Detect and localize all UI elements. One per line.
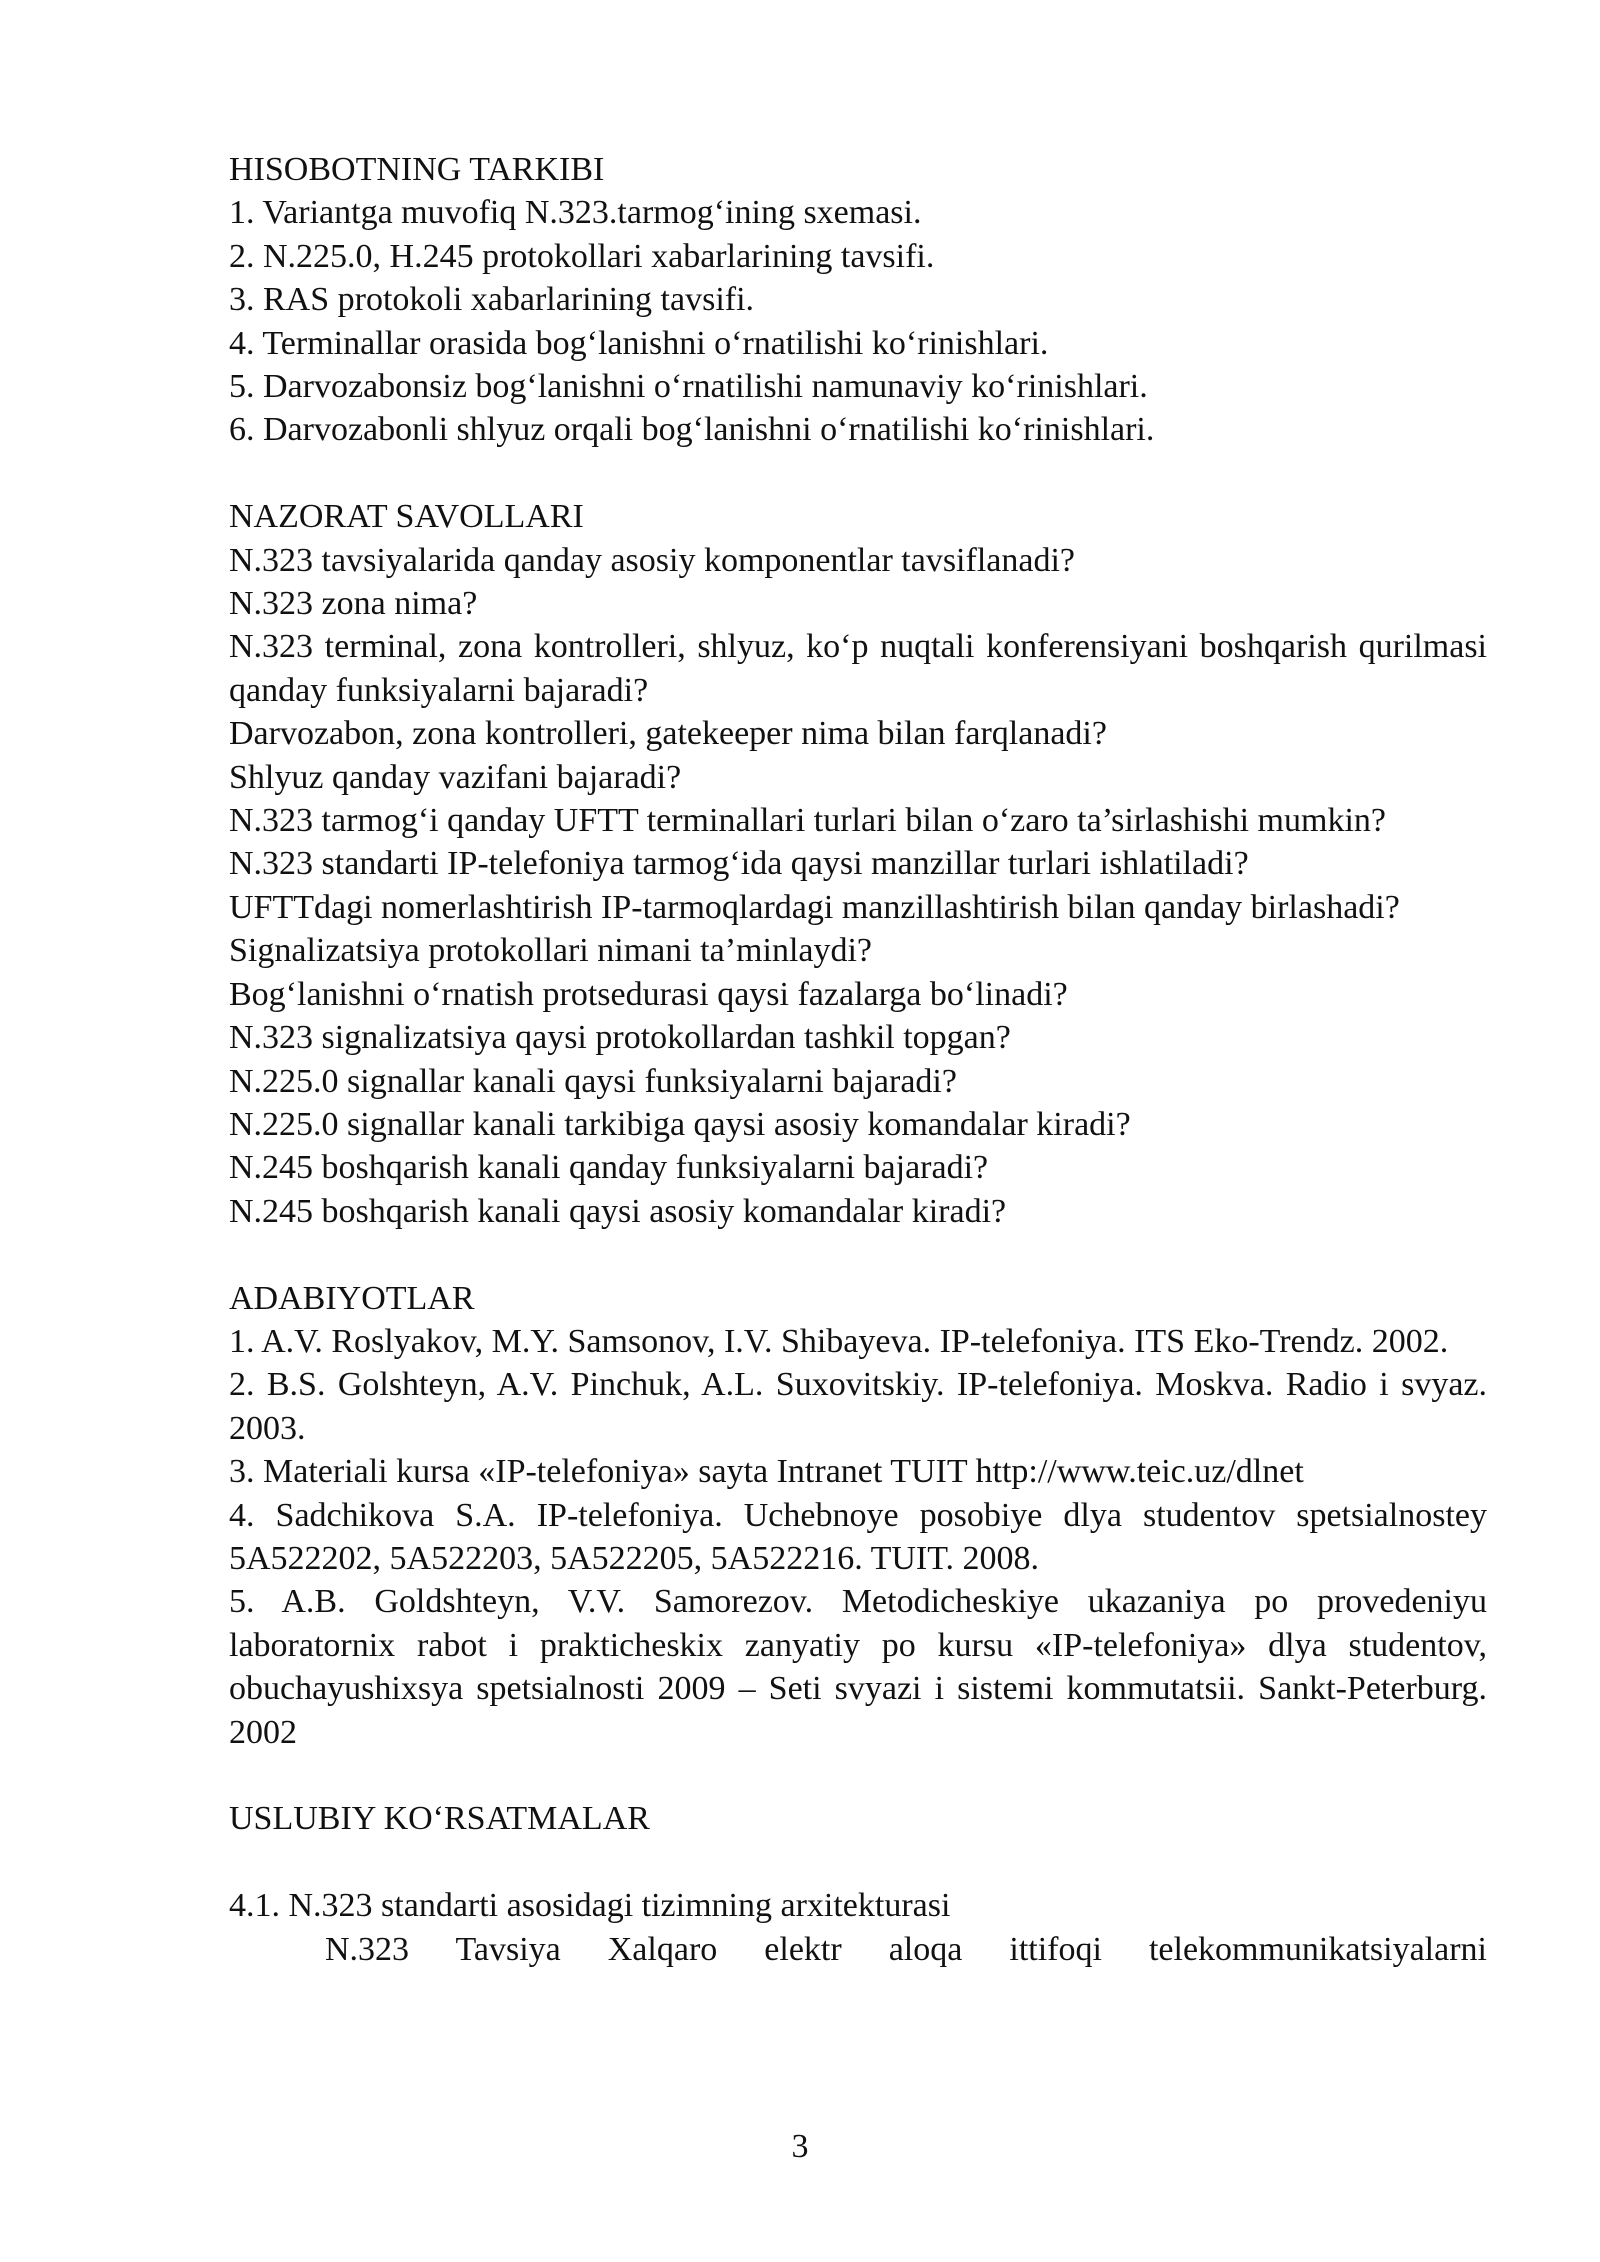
questions-heading: NAZORAT SAVOLLARI (229, 498, 584, 536)
literature-item-2: 2. B.S. Golshteyn, A.V. Pinchuk, A.L. Suxovitskiy. IP-telefoniya. Moskva. Radio i svyaz. 2003. (229, 1366, 1487, 1447)
page-number: 3 (791, 2128, 809, 2165)
question-5: Shlyuz qanday vazifani bajaradi? (229, 758, 682, 796)
section-gap (229, 1754, 1487, 1797)
report-item-4: 4. Terminallar orasida bog‘lanishni o‘rnatilishi ko‘rinishlari. (229, 324, 1049, 362)
literature-item-1: 1. A.V. Roslyakov, M.Y. Samsonov, I.V. Shibayeva. IP-telefoniya. ITS Eko-Trendz. 2002. (229, 1322, 1449, 1360)
question-12: N.225.0 signallar kanali qaysi funksiyalarni bajaradi? (229, 1062, 957, 1100)
report-item-6: 6. Darvozabonli shlyuz orqali bog‘lanishni o‘rnatilishi ko‘rinishlari. (229, 411, 1155, 449)
question-8: UFTTdagi nomerlashtirish IP-tarmoqlardagi manzillashtirish bilan qanday birlashadi? (229, 888, 1400, 926)
literature-item-5: 5. A.B. Goldshteyn, V.V. Samorezov. Metodicheskiye ukazaniya po provedeniyu laboratornix rabot i prakticheskix zanyatiy po kursu «IP-telefoniya» dlya studentov, obuchayushixsya spetsialnosti 2009 – Seti svyazi i sistemi kommutatsii. Sankt-Peterburg. 2002 (229, 1583, 1487, 1751)
section-gap (229, 452, 1487, 495)
question-13: N.225.0 signallar kanali tarkibiga qaysi asosiy komandalar kiradi? (229, 1105, 1131, 1143)
question-14: N.245 boshqarish kanali qanday funksiyalarni bajaradi? (229, 1149, 989, 1187)
question-7: N.323 standarti IP-telefoniya tarmog‘ida qaysi manzillar turlari ishlatiladi? (229, 845, 1249, 883)
literature-item-4: 4. Sadchikova S.A. IP-telefoniya. Uchebnoye posobiye dlya studentov spetsialnostey 5A522202, 5A522203, 5A522205, 5A522216. TUIT. 2008. (229, 1496, 1487, 1577)
question-4: Darvozabon, zona kontrolleri, gatekeeper nima bilan farqlanadi? (229, 715, 1107, 753)
report-item-2: 2. N.225.0, H.245 protokollari xabarlarining tavsifi. (229, 237, 935, 275)
literature-item-3: 3. Materiali kursa «IP-telefoniya» sayta Intranet TUIT http://www.teic.uz/dlnet (229, 1453, 1304, 1491)
guidelines-heading: USLUBIY KO‘RSATMALAR (229, 1800, 650, 1838)
report-item-3: 3. RAS protokoli xabarlarining tavsifi. (229, 281, 755, 319)
report-heading: HISOBOTNING TARKIBI (229, 151, 605, 188)
section-gap (229, 1841, 1487, 1884)
question-10: Bog‘lanishni o‘rnatish protsedurasi qaysi fazalarga bo‘linadi? (229, 975, 1068, 1013)
question-2: N.323 zona nima? (229, 585, 478, 623)
document-page (229, 148, 1487, 1971)
guidelines-paragraph: N.323 Tavsiya Xalqaro elektr aloqa ittifoqi telekommunikatsiyalarni (325, 1930, 1487, 1968)
question-9: Signalizatsiya protokollari nimani ta’minlaydi? (229, 932, 873, 970)
question-15: N.245 boshqarish kanali qaysi asosiy komandalar kiradi? (229, 1192, 1007, 1230)
report-item-5: 5. Darvozabonsiz bog‘lanishni o‘rnatilishi namunaviy ko‘rinishlari. (229, 368, 1148, 406)
guidelines-subheading: 4.1. N.323 standarti asosidagi tizimning arxitekturasi (229, 1887, 951, 1925)
question-3: N.323 terminal, zona kontrolleri, shlyuz, ko‘p nuqtali konferensiyani boshqarish qurilmasi qanday funksiyalarni bajaradi? (229, 628, 1487, 709)
section-gap (229, 1233, 1487, 1276)
question-11: N.323 signalizatsiya qaysi protokollardan tashkil topgan? (229, 1019, 1011, 1057)
report-item-1: 1. Variantga muvofiq N.323.tarmog‘ining sxemasi. (229, 194, 922, 232)
literature-heading: ADABIYOTLAR (229, 1279, 475, 1317)
question-6: N.323 tarmog‘i qanday UFTT terminallari turlari bilan o‘zaro ta’sirlashishi mumkin? (229, 802, 1386, 840)
question-1: N.323 tavsiyalarida qanday asosiy komponentlar tavsiflanadi? (229, 541, 1075, 579)
